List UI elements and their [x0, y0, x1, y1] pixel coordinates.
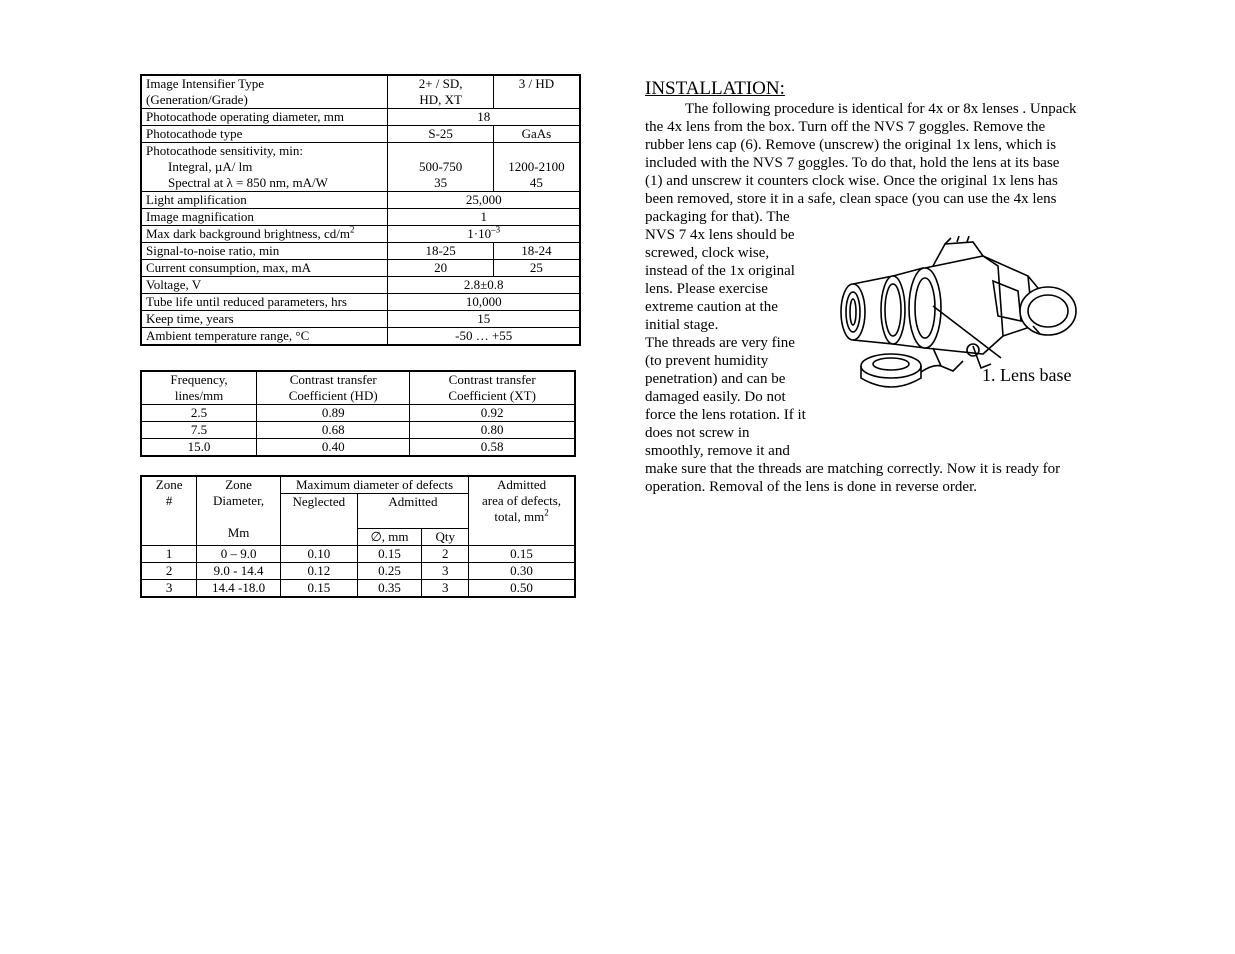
text-line: The threads are very fine [645, 335, 795, 351]
cell: 3 [422, 563, 469, 580]
integral-label: Integral, µA/ lm [168, 159, 253, 174]
lens-base-label: 1. Lens base [982, 365, 1072, 385]
table-header-row [141, 476, 575, 494]
row-value: S-25 [388, 126, 493, 143]
installation-title: INSTALLATION: [645, 78, 785, 99]
table-row [141, 260, 580, 277]
cell: 0.15 [469, 546, 575, 563]
cell: 0.89 [257, 405, 410, 422]
text-line: instead of the 1x original [645, 263, 795, 279]
text-line: The following procedure is identical for 4x or 8x lenses . Unpack [685, 101, 1077, 117]
header-line: # [165, 493, 173, 508]
contrast-table [140, 370, 576, 457]
header-line: Mm [227, 525, 250, 540]
text-line: force the lens rotation. If it [645, 407, 806, 423]
cell: 0.58 [410, 439, 575, 457]
cell: 0.15 [357, 546, 422, 563]
table-row [141, 294, 580, 311]
row-value: 25,000 [388, 192, 580, 209]
header-zone [141, 476, 197, 546]
table-row [141, 75, 580, 109]
cell: 0.35 [357, 580, 422, 598]
header-line: lines/mm [174, 388, 224, 403]
dark-bg-label: Max dark background brightness, cd/m [146, 226, 350, 241]
row-value: 10,000 [388, 294, 580, 311]
text-line: NVS 7 4x lens should be [645, 227, 795, 243]
table-row [141, 311, 580, 328]
text-line: packaging for that). The [645, 209, 790, 225]
table-row [141, 580, 575, 598]
sensitivity-title: Photocathode sensitivity, min: [146, 143, 303, 158]
table-row [141, 439, 575, 457]
cell: 0.80 [410, 422, 575, 439]
cell: 0.92 [410, 405, 575, 422]
cell: 14.4 -18.0 [197, 580, 281, 598]
row-value: 1 [388, 209, 580, 226]
header-sup: 2 [544, 507, 549, 518]
header-line: total, mm [494, 509, 545, 524]
text-line: (to prevent humidity [645, 353, 769, 369]
cell: 3 [422, 580, 469, 598]
header-area [469, 476, 575, 546]
dark-bg-value-sup: –3 [491, 224, 501, 235]
row-label: Light amplification [141, 192, 388, 209]
cell: 0.15 [280, 580, 357, 598]
table-row [141, 109, 580, 126]
header-frequency [141, 371, 257, 405]
integral-v1: 500-750 [418, 159, 463, 174]
row-label: Tube life until reduced parameters, hrs [141, 294, 388, 311]
row-value: GaAs [493, 126, 580, 143]
header-col1-line2: HD, XT [419, 92, 462, 107]
integral-v2: 1200-2100 [508, 159, 565, 174]
cell: 0.68 [257, 422, 410, 439]
cell: 0.40 [257, 439, 410, 457]
header-line: Frequency, [170, 372, 228, 387]
text-line: does not screw in [645, 425, 750, 441]
header-neglected: Neglected [280, 494, 357, 546]
row-label: Photocathode operating diameter, mm [141, 109, 388, 126]
header-xt [410, 371, 575, 405]
cell: 0.25 [357, 563, 422, 580]
header-line: Coefficient (XT) [448, 388, 536, 403]
row-label: Current consumption, max, mA [141, 260, 388, 277]
row-value: 20 [388, 260, 493, 277]
cell: 0.10 [280, 546, 357, 563]
spectral-label: Spectral at λ = 850 nm, mA/W [168, 175, 328, 190]
cell: 7.5 [141, 422, 257, 439]
table-row [141, 563, 575, 580]
header-diameter [197, 476, 281, 546]
table-row [141, 328, 580, 346]
text-line: been removed, store it in a safe, clean space (you can use the 4x lens [645, 191, 1057, 207]
dark-bg-value: 1·10 [467, 226, 492, 241]
row-value: 15 [388, 311, 580, 328]
row-label: Ambient temperature range, °C [141, 328, 388, 346]
row-label: Voltage, V [141, 277, 388, 294]
text-line: lens. Please exercise [645, 281, 768, 297]
header-line: Contrast transfer [448, 372, 536, 387]
spectral-v2: 45 [529, 175, 543, 190]
text-line: rubber lens cap (6). Remove (unscrew) the original 1x lens, which is [645, 137, 1057, 153]
row-value [388, 226, 580, 243]
row-value: -50 … +55 [388, 328, 580, 346]
header-line: Coefficient (HD) [288, 388, 378, 403]
cell: 3 [141, 580, 197, 598]
table-row [141, 405, 575, 422]
row-label [141, 226, 388, 243]
header-col1-line1: 2+ / SD, [418, 76, 463, 91]
header-label-line2: (Generation/Grade) [146, 92, 248, 107]
header-col1 [388, 75, 493, 109]
row-value: 18 [388, 109, 580, 126]
text-line: extreme caution at the [645, 299, 778, 315]
cell: 2 [422, 546, 469, 563]
header-label [141, 75, 388, 109]
row-value: 25 [493, 260, 580, 277]
cell: 0.50 [469, 580, 575, 598]
table-row [141, 277, 580, 294]
row-value: 18-24 [493, 243, 580, 260]
row-label: Keep time, years [141, 311, 388, 328]
cell: 9.0 - 14.4 [197, 563, 281, 580]
text-line: the 4x lens from the box. Turn off the NVS 7 goggles. Remove the [645, 119, 1046, 135]
spec-table [140, 74, 581, 346]
header-mm: ∅, mm [357, 529, 422, 546]
text-line: damaged easily. Do not [645, 389, 786, 405]
sensitivity-label [141, 143, 388, 192]
zone-defects-table [140, 475, 576, 598]
spectral-v1: 35 [434, 175, 448, 190]
header-line: Diameter, [213, 493, 265, 508]
text-line: included with the NVS 7 goggles. To do that, hold the lens at its base [645, 155, 1060, 171]
header-line: Zone [155, 477, 183, 492]
table-row [141, 192, 580, 209]
sensitivity-col2 [493, 143, 580, 192]
cell: 2.5 [141, 405, 257, 422]
table-row [141, 243, 580, 260]
dark-bg-sup: 2 [349, 224, 355, 235]
cell: 2 [141, 563, 197, 580]
cell: 0 – 9.0 [197, 546, 281, 563]
header-hd [257, 371, 410, 405]
text-line: (1) and unscrew it counters clock wise. Once the original 1x lens has [645, 173, 1058, 189]
cell: 1 [141, 546, 197, 563]
header-col2: 3 / HD [493, 75, 580, 109]
row-value: 18-25 [388, 243, 493, 260]
header-line: Contrast transfer [289, 372, 377, 387]
text-line: initial stage. [645, 317, 719, 333]
row-label: Signal-to-noise ratio, min [141, 243, 388, 260]
cell: 0.30 [469, 563, 575, 580]
table-row [141, 126, 580, 143]
text-line: smoothly, remove it and [645, 443, 790, 459]
cell: 0.12 [280, 563, 357, 580]
cell: 15.0 [141, 439, 257, 457]
header-line: Admitted [496, 477, 547, 492]
text-line: penetration) and can be [645, 371, 786, 387]
text-line: operation. Removal of the lens is done in reverse order. [645, 479, 977, 495]
header-admitted: Admitted [357, 494, 468, 529]
table-row [141, 209, 580, 226]
table-row [141, 422, 575, 439]
header-line: area of defects, [482, 493, 562, 508]
header-qty: Qty [422, 529, 469, 546]
table-row [141, 226, 580, 243]
table-header-row [141, 371, 575, 405]
header-label-line1: Image Intensifier Type [146, 76, 264, 91]
table-row [141, 546, 575, 563]
row-value: 2.8±0.8 [388, 277, 580, 294]
header-line: Zone [225, 477, 252, 492]
row-label: Image magnification [141, 209, 388, 226]
text-line: screwed, clock wise, [645, 245, 770, 261]
sensitivity-col1 [388, 143, 493, 192]
row-label: Photocathode type [141, 126, 388, 143]
header-max-diameter: Maximum diameter of defects [280, 476, 468, 494]
table-row [141, 143, 580, 192]
text-line: make sure that the threads are matching correctly. Now it is ready for [645, 461, 1061, 477]
